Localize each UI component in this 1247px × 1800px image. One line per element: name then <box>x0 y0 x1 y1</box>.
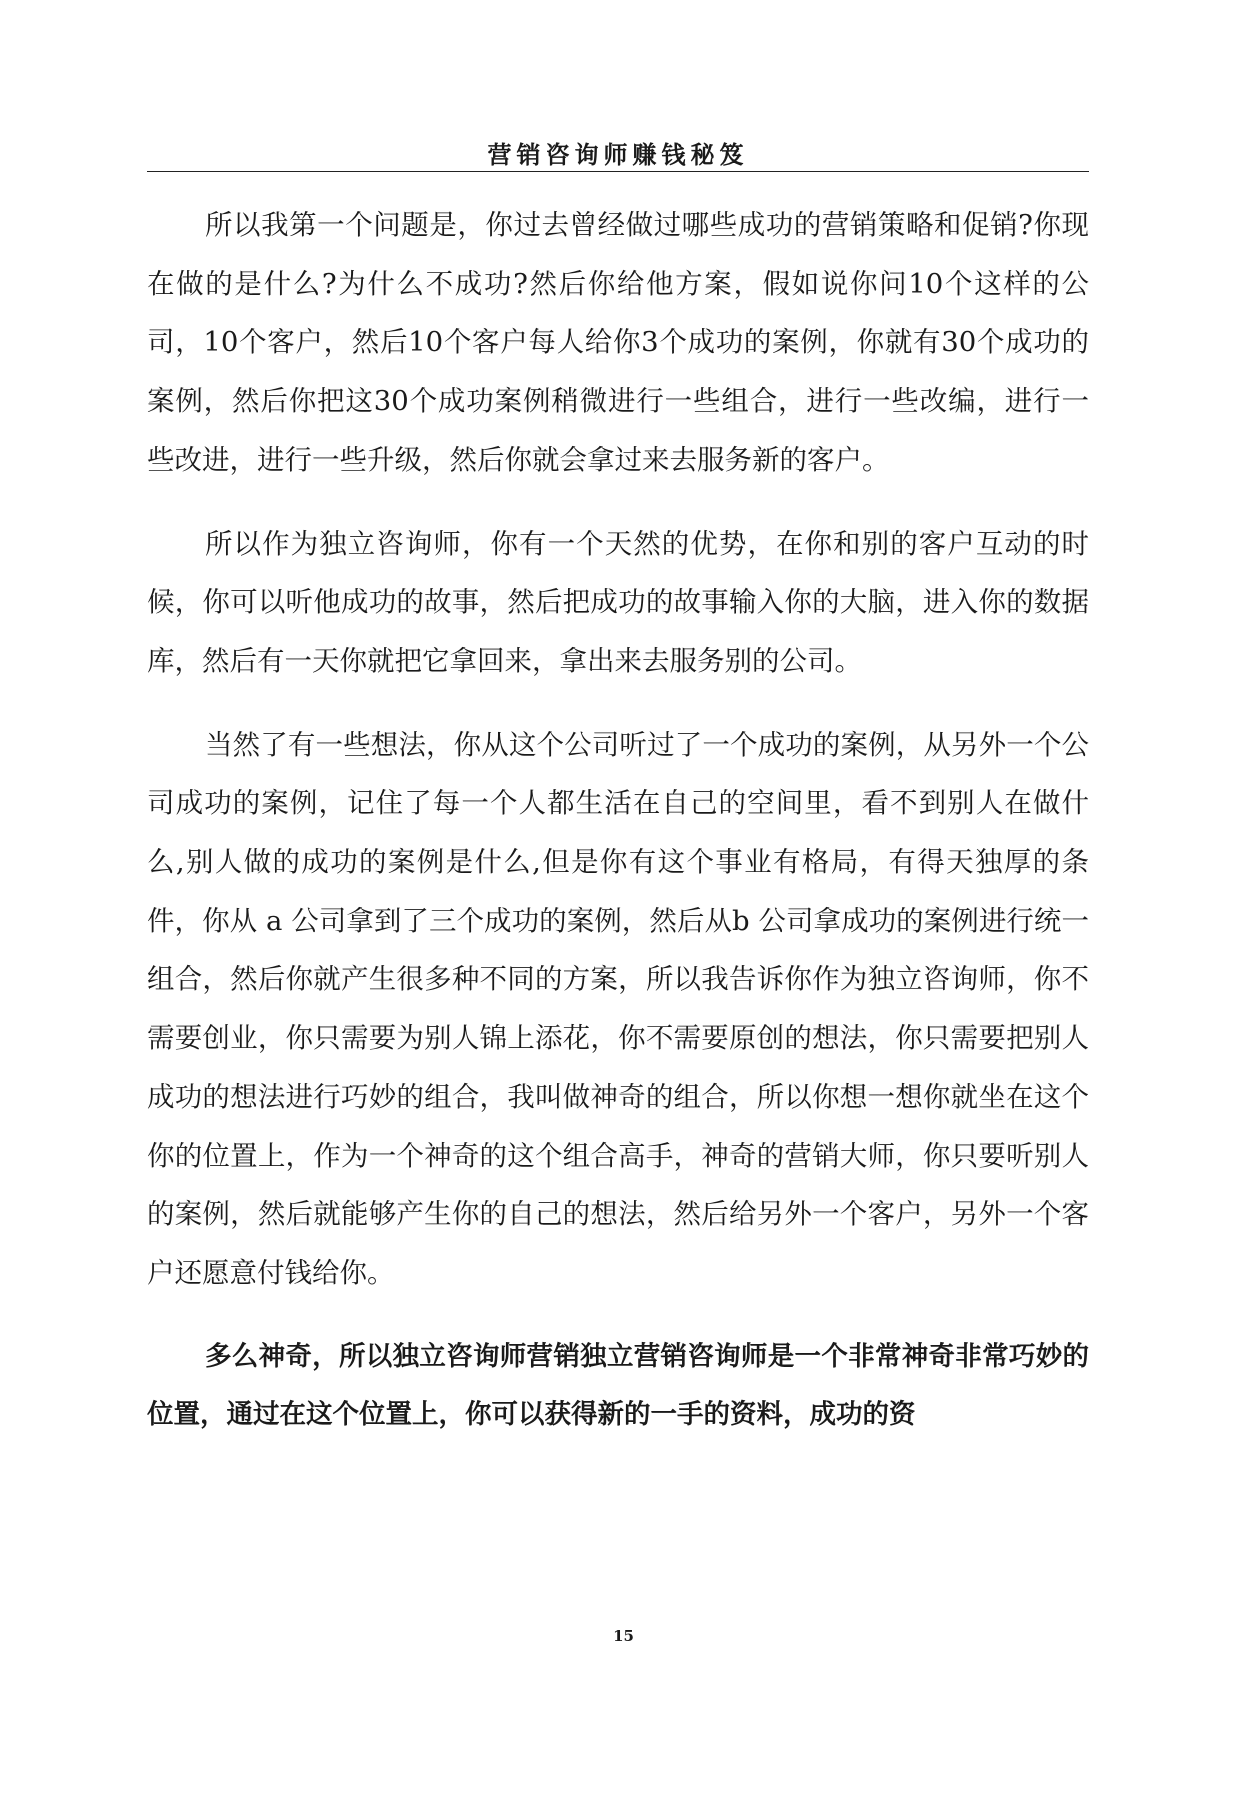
paragraph: 所以作为独立咨询师，你有一个天然的优势，在你和别的客户互动的时候，你可以听他成功的故事，然后把成功的故事输入你的大脑，进入你的数据库，然后有一天你就把它拿回来，拿出来去服务别的公司。 <box>147 527 1089 677</box>
body-text <box>147 196 1089 1470</box>
page-number: 15 <box>613 1627 634 1645</box>
paragraph: 所以我第一个问题是，你过去曾经做过哪些成功的营销策略和促销?你现在做的是什么?为什么不成功?然后你给他方案，假如说你问10个这样的公司，10个客户，然后10个客户每人给你3个成功的案例，你就有30个成功的案例，然后你把这30个成功案例稍微进行一些组合，进行一些改编，进行一些改进，进行一些升级，然后你就会拿过来去服务新的客户。 <box>147 209 1089 476</box>
header-rule <box>147 171 1089 172</box>
paragraph-bold: 多么神奇，所以独立咨询师营销独立营销咨询师是一个非常神奇非常巧妙的位置，通过在这个位置上，你可以获得新的一手的资料，成功的资 <box>147 1340 1089 1431</box>
running-header: 营销咨询师赚钱秘笈 <box>487 141 749 169</box>
paragraph: 当然了有一些想法，你从这个公司听过了一个成功的案例，从另外一个公司成功的案例，记住了每一个人都生活在自己的空间里，看不到别人在做什么,别人做的成功的案例是什么,但是你有这个事业有格局，有得天独厚的条件，你从 a 公司拿到了三个成功的案例，然后从b 公司拿成功的案例进行统一组合，然后你就产生很多种不同的方案，所以我告诉你作为独立咨询师，你不需要创业，你只需要为别人锦上添花，你不需要原创的想法，你只需要把别人成功的想法进行巧妙的组合，我叫做神奇的组合，所以你想一想你就坐在这个你的位置上，作为一个神奇的这个组合高手，神奇的营销大师，你只要听别人的案例，然后就能够产生你的自己的想法，然后给另外一个客户，另外一个客户还愿意付钱给你。 <box>147 728 1089 1289</box>
